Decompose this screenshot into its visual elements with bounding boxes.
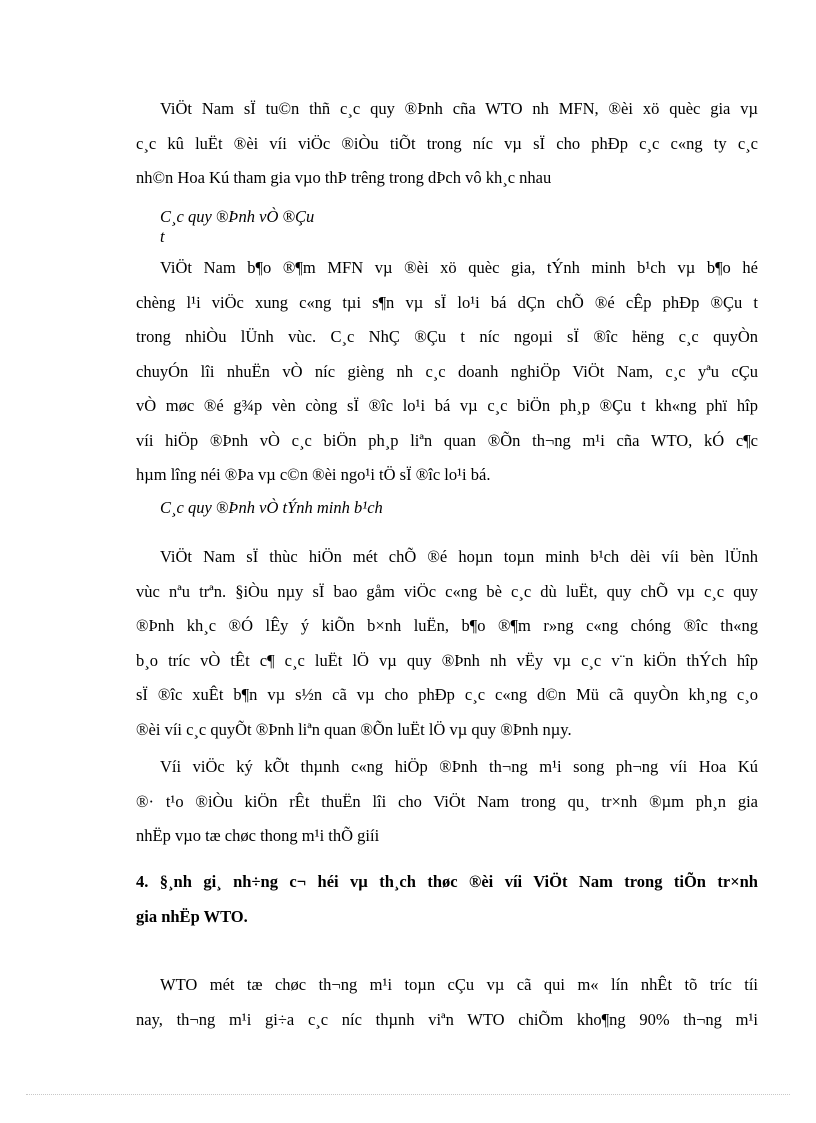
text-line: víi hiÖp ®Þnh vÒ c¸c biÖn ph¸p liªn quan ®Õn th¬ng m¹i cña WTO, kÓ c¶c (136, 430, 758, 450)
text-line: ®· t¹o ®iÒu kiÖn rÊt thuËn lîi cho ViÖt Nam trong qu¸ tr×nh ®µm ph¸n gia (136, 791, 758, 811)
paragraph-investment (136, 251, 758, 493)
text-line: b¸o tríc vÒ tÊt c¶ c¸c luËt lÖ vµ quy ®Þnh nh vËy vµ c¸c v¨n kiÖn thÝch hîp (136, 650, 758, 670)
text-line: vÒ møc ®é g¾p vèn còng sÏ ®îc lo¹i bá vµ c¸c biÖn ph¸p ®Çu t kh«ng phï hîp (136, 396, 758, 415)
page-bottom-divider (26, 1094, 790, 1095)
text-line: ®èi víi c¸c quyÕt ®Þnh liªn quan ®Õn luËt lÖ vµ quy ®Þnh nµy. (136, 719, 572, 739)
text-line: Víi viÖc ký kÕt thµnh c«ng hiÖp ®Þnh th¬ng m¹i song ph¬ng víi Hoa Kú (160, 757, 758, 776)
paragraph-transparency (136, 540, 758, 747)
section-title-opportunities-challenges (136, 865, 758, 934)
text-line: sÏ ®îc xuÊt b¶n vµ s½n cã vµ cho phÐp c¸c c«ng d©n Mü cã quyÒn kh¸ng c¸o (136, 685, 758, 704)
text-line: chuyÓn lîi nhuËn vÒ níc gièng nh c¸c doanh nghiÖp ViÖt Nam, c¸c yªu cÇu (136, 361, 758, 381)
text-line: ViÖt Nam b¶o ®¶m MFN vµ ®èi xö quèc gia, tÝnh minh b¹ch vµ b¶o hé (160, 258, 758, 277)
text-line: vùc nªu trªn. §iÒu nµy sÏ bao gåm viÖc c«ng bè c¸c dù luËt, quy chÕ vµ c¸c quy (136, 581, 758, 601)
text-line: 4. §¸nh gi¸ nh÷ng c¬ héi vµ th¸ch thøc ®èi víi ViÖt Nam trong tiÕn tr×nh (136, 872, 758, 891)
text-line: nay, th¬ng m¹i gi÷a c¸c níc thµnh viªn WTO chiÕm kho¶ng 90% th¬ng m¹i (136, 1009, 758, 1029)
text-line: chèng l¹i viÖc xung c«ng tµi s¶n vµ sÏ lo¹i bá dÇn chÕ ®é cÊp phÐp ®Çu t (136, 292, 758, 312)
text-line: ViÖt Nam sÏ thùc hiÖn mét chÕ ®é hoµn toµn minh b¹ch dèi víi bèn lÜnh (160, 547, 758, 566)
paragraph-wto-compliance (136, 92, 758, 196)
text-line: nh©n Hoa Kú tham gia vµo thÞ trêng trong dÞch vô kh¸c nhau (136, 168, 552, 187)
text-line: ®Þnh kh¸c ®Ó lÊy ý kiÕn b×nh luËn, b¶o ®¶m r»ng c«ng chóng ®îc th«ng (136, 616, 758, 635)
subheading-investment-rules: C¸c quy ®Þnh vÒ ®Çu t (160, 207, 315, 246)
subheading-transparency-rules: C¸c quy ®Þnh vÒ tÝnh minh b¹ch (160, 498, 383, 517)
text-line: ViÖt Nam sÏ tu©n thñ c¸c quy ®Þnh cña WTO nh MFN, ®èi xö quèc gia vµ (160, 99, 758, 118)
text-line: WTO mét tæ chøc th¬ng m¹i toµn cÇu vµ cã qui m« lín nhÊt tõ tríc tíi (160, 975, 758, 994)
text-line: trong nhiÒu lÜnh vùc. C¸c NhÇ ®Çu t níc ngoµi sÏ ®îc hëng c¸c quyÒn (136, 327, 758, 346)
text-line: gia nhËp WTO. (136, 906, 248, 926)
text-line: c¸c kû luËt ®èi víi viÖc ®iÒu tiÕt trong níc vµ sÏ cho phÐp c¸c c«ng ty c¸c (136, 133, 758, 153)
text-line: nhËp vµo tæ chøc thong m¹i thÕ giíi (136, 826, 380, 845)
paragraph-wto-overview (136, 968, 758, 1037)
text-line: hµm lîng néi ®Þa vµ c©n ®èi ngo¹i tÖ sÏ ®îc lo¹i bá. (136, 465, 491, 484)
paragraph-bilateral-agreement (136, 750, 758, 854)
